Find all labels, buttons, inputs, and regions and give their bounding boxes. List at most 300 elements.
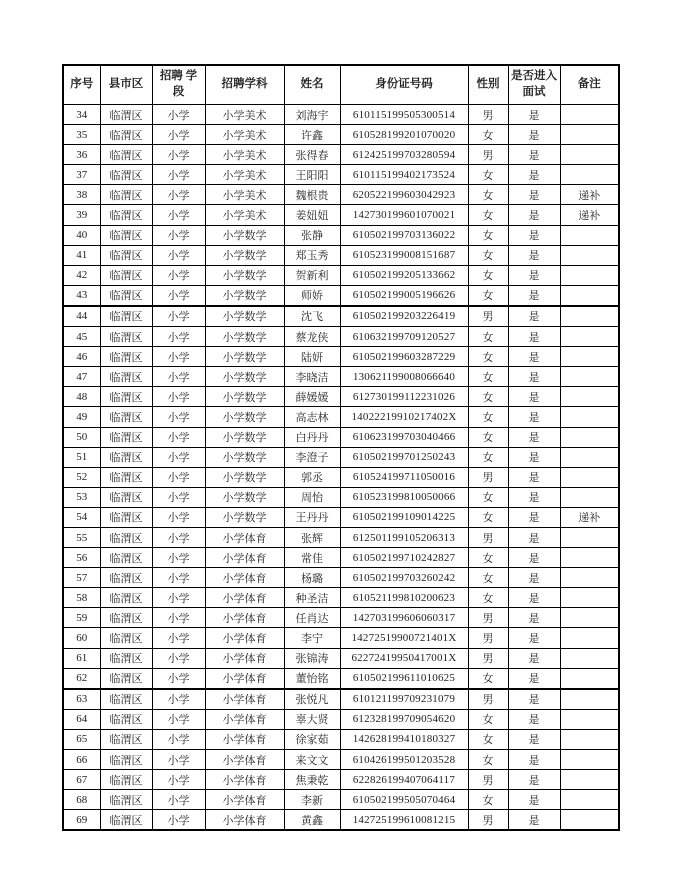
cell-subject: 小学体育 <box>205 689 284 710</box>
cell-gender: 女 <box>468 165 508 185</box>
cell-stage: 小学 <box>152 608 205 628</box>
cell-remark <box>560 668 619 689</box>
cell-subject: 小学数学 <box>205 225 284 245</box>
cell-subject: 小学数学 <box>205 467 284 487</box>
table-row <box>63 790 619 810</box>
table-row <box>63 407 619 427</box>
cell-id_number: 610502199205133662 <box>340 265 468 285</box>
cell-subject: 小学体育 <box>205 770 284 790</box>
cell-index: 59 <box>63 608 100 628</box>
cell-index: 50 <box>63 427 100 447</box>
column-header-remark: 备注 <box>560 65 619 105</box>
cell-remark <box>560 306 619 327</box>
cell-gender: 女 <box>468 668 508 689</box>
cell-district: 临渭区 <box>100 750 152 770</box>
cell-district: 临渭区 <box>100 407 152 427</box>
cell-district: 临渭区 <box>100 306 152 327</box>
table-row <box>63 225 619 245</box>
cell-id_number: 610426199501203528 <box>340 750 468 770</box>
cell-name: 种圣洁 <box>284 588 340 608</box>
cell-id_number: 130621199008066640 <box>340 367 468 387</box>
table-row <box>63 810 619 831</box>
cell-remark <box>560 608 619 628</box>
cell-interview: 是 <box>508 367 560 387</box>
cell-remark <box>560 125 619 145</box>
cell-index: 67 <box>63 770 100 790</box>
cell-interview: 是 <box>508 689 560 710</box>
cell-id_number: 610502199710242827 <box>340 548 468 568</box>
cell-gender: 男 <box>468 689 508 710</box>
table-row <box>63 105 619 125</box>
cell-remark <box>560 648 619 668</box>
cell-name: 薛媛媛 <box>284 387 340 407</box>
cell-remark <box>560 387 619 407</box>
cell-name: 李晓洁 <box>284 367 340 387</box>
cell-index: 68 <box>63 790 100 810</box>
cell-district: 临渭区 <box>100 810 152 831</box>
cell-district: 临渭区 <box>100 668 152 689</box>
cell-index: 48 <box>63 387 100 407</box>
cell-subject: 小学数学 <box>205 407 284 427</box>
cell-name: 刘海宇 <box>284 105 340 125</box>
cell-id_number: 610502199701250243 <box>340 447 468 467</box>
column-header-subject: 招聘学科 <box>205 65 284 105</box>
cell-name: 陆妍 <box>284 347 340 367</box>
cell-id_number: 610632199709120527 <box>340 327 468 347</box>
cell-id_number: 610502199005196626 <box>340 285 468 306</box>
cell-stage: 小学 <box>152 568 205 588</box>
cell-interview: 是 <box>508 487 560 507</box>
cell-subject: 小学数学 <box>205 447 284 467</box>
cell-stage: 小学 <box>152 628 205 648</box>
table-row <box>63 527 619 547</box>
table-row <box>63 709 619 729</box>
cell-name: 王阳阳 <box>284 165 340 185</box>
cell-remark: 递补 <box>560 507 619 527</box>
cell-id_number: 612730199112231026 <box>340 387 468 407</box>
cell-interview: 是 <box>508 145 560 165</box>
cell-interview: 是 <box>508 245 560 265</box>
cell-stage: 小学 <box>152 467 205 487</box>
cell-stage: 小学 <box>152 648 205 668</box>
cell-stage: 小学 <box>152 367 205 387</box>
cell-gender: 女 <box>468 205 508 225</box>
cell-index: 51 <box>63 447 100 467</box>
cell-gender: 女 <box>468 507 508 527</box>
cell-index: 34 <box>63 105 100 125</box>
cell-district: 临渭区 <box>100 347 152 367</box>
cell-index: 49 <box>63 407 100 427</box>
column-header-id_number: 身份证号码 <box>340 65 468 105</box>
cell-id_number: 612425199703280594 <box>340 145 468 165</box>
cell-interview: 是 <box>508 507 560 527</box>
cell-district: 临渭区 <box>100 447 152 467</box>
cell-index: 58 <box>63 588 100 608</box>
cell-id_number: 14272519900721401X <box>340 628 468 648</box>
table-row <box>63 507 619 527</box>
cell-index: 37 <box>63 165 100 185</box>
cell-district: 临渭区 <box>100 125 152 145</box>
cell-remark <box>560 165 619 185</box>
cell-district: 临渭区 <box>100 225 152 245</box>
cell-gender: 女 <box>468 347 508 367</box>
cell-interview: 是 <box>508 447 560 467</box>
recruitment-table <box>62 64 620 831</box>
cell-id_number: 610521199810200623 <box>340 588 468 608</box>
cell-id_number: 142703199606060317 <box>340 608 468 628</box>
cell-subject: 小学体育 <box>205 810 284 831</box>
cell-subject: 小学数学 <box>205 327 284 347</box>
cell-name: 许鑫 <box>284 125 340 145</box>
cell-subject: 小学体育 <box>205 790 284 810</box>
table-row <box>63 367 619 387</box>
cell-stage: 小学 <box>152 588 205 608</box>
table-row <box>63 608 619 628</box>
column-header-name: 姓名 <box>284 65 340 105</box>
table-row <box>63 770 619 790</box>
cell-district: 临渭区 <box>100 427 152 447</box>
cell-remark <box>560 770 619 790</box>
cell-name: 沈飞 <box>284 306 340 327</box>
table-row <box>63 548 619 568</box>
cell-stage: 小学 <box>152 548 205 568</box>
cell-name: 焦秉乾 <box>284 770 340 790</box>
cell-remark <box>560 588 619 608</box>
cell-district: 临渭区 <box>100 770 152 790</box>
cell-id_number: 142730199601070021 <box>340 205 468 225</box>
cell-remark <box>560 427 619 447</box>
cell-gender: 男 <box>468 105 508 125</box>
cell-id_number: 610523199008151687 <box>340 245 468 265</box>
cell-id_number: 610523199810050066 <box>340 487 468 507</box>
cell-index: 45 <box>63 327 100 347</box>
cell-name: 常佳 <box>284 548 340 568</box>
cell-district: 临渭区 <box>100 467 152 487</box>
cell-remark <box>560 467 619 487</box>
cell-id_number: 612501199105206313 <box>340 527 468 547</box>
cell-interview: 是 <box>508 327 560 347</box>
cell-remark <box>560 145 619 165</box>
cell-id_number: 622826199407064117 <box>340 770 468 790</box>
cell-gender: 女 <box>468 285 508 306</box>
cell-stage: 小学 <box>152 145 205 165</box>
cell-subject: 小学数学 <box>205 285 284 306</box>
cell-interview: 是 <box>508 225 560 245</box>
cell-id_number: 610115199402173524 <box>340 165 468 185</box>
cell-name: 师娇 <box>284 285 340 306</box>
cell-district: 临渭区 <box>100 608 152 628</box>
cell-name: 郭丞 <box>284 467 340 487</box>
cell-index: 46 <box>63 347 100 367</box>
cell-district: 临渭区 <box>100 165 152 185</box>
cell-stage: 小学 <box>152 427 205 447</box>
cell-name: 李澄子 <box>284 447 340 467</box>
cell-gender: 女 <box>468 245 508 265</box>
cell-id_number: 612328199709054620 <box>340 709 468 729</box>
table-row <box>63 245 619 265</box>
cell-district: 临渭区 <box>100 285 152 306</box>
cell-index: 47 <box>63 367 100 387</box>
cell-interview: 是 <box>508 790 560 810</box>
cell-gender: 男 <box>468 770 508 790</box>
cell-name: 王丹丹 <box>284 507 340 527</box>
cell-subject: 小学体育 <box>205 668 284 689</box>
cell-index: 65 <box>63 729 100 749</box>
cell-gender: 女 <box>468 367 508 387</box>
cell-subject: 小学体育 <box>205 548 284 568</box>
cell-index: 69 <box>63 810 100 831</box>
cell-district: 临渭区 <box>100 548 152 568</box>
table-row <box>63 205 619 225</box>
cell-gender: 男 <box>468 306 508 327</box>
cell-stage: 小学 <box>152 750 205 770</box>
cell-subject: 小学数学 <box>205 367 284 387</box>
cell-remark <box>560 347 619 367</box>
cell-interview: 是 <box>508 648 560 668</box>
cell-remark <box>560 225 619 245</box>
table-row <box>63 265 619 285</box>
cell-remark <box>560 527 619 547</box>
cell-district: 临渭区 <box>100 145 152 165</box>
cell-index: 55 <box>63 527 100 547</box>
cell-name: 黄鑫 <box>284 810 340 831</box>
table-row <box>63 568 619 588</box>
cell-name: 贺新利 <box>284 265 340 285</box>
cell-name: 来文文 <box>284 750 340 770</box>
table-row <box>63 145 619 165</box>
table-row <box>63 327 619 347</box>
column-header-district: 县市区 <box>100 65 152 105</box>
cell-remark <box>560 487 619 507</box>
cell-interview: 是 <box>508 125 560 145</box>
cell-district: 临渭区 <box>100 588 152 608</box>
table-row <box>63 447 619 467</box>
cell-gender: 女 <box>468 427 508 447</box>
cell-index: 64 <box>63 709 100 729</box>
cell-name: 姜妞妞 <box>284 205 340 225</box>
cell-subject: 小学体育 <box>205 527 284 547</box>
cell-gender: 男 <box>468 145 508 165</box>
cell-interview: 是 <box>508 568 560 588</box>
table-row <box>63 285 619 306</box>
cell-id_number: 610502199703260242 <box>340 568 468 588</box>
cell-district: 临渭区 <box>100 245 152 265</box>
cell-interview: 是 <box>508 770 560 790</box>
cell-remark <box>560 750 619 770</box>
header-row <box>63 65 619 105</box>
cell-gender: 女 <box>468 548 508 568</box>
cell-name: 张辉 <box>284 527 340 547</box>
cell-district: 临渭区 <box>100 205 152 225</box>
table-row <box>63 185 619 205</box>
cell-subject: 小学美术 <box>205 185 284 205</box>
cell-gender: 女 <box>468 790 508 810</box>
table-row <box>63 689 619 710</box>
table-row <box>63 750 619 770</box>
cell-stage: 小学 <box>152 729 205 749</box>
cell-index: 44 <box>63 306 100 327</box>
cell-subject: 小学体育 <box>205 608 284 628</box>
cell-stage: 小学 <box>152 125 205 145</box>
cell-remark <box>560 265 619 285</box>
cell-district: 临渭区 <box>100 790 152 810</box>
cell-id_number: 14022219910217402X <box>340 407 468 427</box>
cell-gender: 女 <box>468 125 508 145</box>
table-row <box>63 729 619 749</box>
cell-index: 40 <box>63 225 100 245</box>
cell-id_number: 142725199610081215 <box>340 810 468 831</box>
cell-gender: 男 <box>468 628 508 648</box>
table-body <box>63 105 619 831</box>
cell-stage: 小学 <box>152 265 205 285</box>
cell-stage: 小学 <box>152 306 205 327</box>
cell-stage: 小学 <box>152 165 205 185</box>
cell-gender: 女 <box>468 327 508 347</box>
cell-name: 徐家茹 <box>284 729 340 749</box>
cell-index: 41 <box>63 245 100 265</box>
cell-gender: 女 <box>468 265 508 285</box>
table-row <box>63 165 619 185</box>
cell-remark <box>560 709 619 729</box>
table-row <box>63 427 619 447</box>
cell-stage: 小学 <box>152 709 205 729</box>
cell-interview: 是 <box>508 205 560 225</box>
cell-stage: 小学 <box>152 105 205 125</box>
cell-subject: 小学数学 <box>205 507 284 527</box>
cell-stage: 小学 <box>152 487 205 507</box>
table-row <box>63 125 619 145</box>
cell-stage: 小学 <box>152 185 205 205</box>
cell-stage: 小学 <box>152 387 205 407</box>
cell-gender: 女 <box>468 185 508 205</box>
cell-id_number: 142628199410180327 <box>340 729 468 749</box>
cell-index: 39 <box>63 205 100 225</box>
cell-name: 蔡龙侠 <box>284 327 340 347</box>
cell-index: 42 <box>63 265 100 285</box>
cell-name: 周怡 <box>284 487 340 507</box>
cell-interview: 是 <box>508 810 560 831</box>
cell-name: 张锦涛 <box>284 648 340 668</box>
cell-gender: 男 <box>468 467 508 487</box>
cell-index: 38 <box>63 185 100 205</box>
cell-index: 35 <box>63 125 100 145</box>
cell-index: 62 <box>63 668 100 689</box>
cell-remark <box>560 548 619 568</box>
cell-gender: 男 <box>468 608 508 628</box>
cell-interview: 是 <box>508 709 560 729</box>
cell-index: 60 <box>63 628 100 648</box>
cell-interview: 是 <box>508 668 560 689</box>
cell-remark <box>560 367 619 387</box>
cell-district: 临渭区 <box>100 568 152 588</box>
cell-name: 董怡铭 <box>284 668 340 689</box>
cell-stage: 小学 <box>152 205 205 225</box>
cell-interview: 是 <box>508 306 560 327</box>
cell-subject: 小学体育 <box>205 628 284 648</box>
cell-index: 66 <box>63 750 100 770</box>
table-row <box>63 668 619 689</box>
cell-subject: 小学体育 <box>205 729 284 749</box>
cell-gender: 女 <box>468 568 508 588</box>
cell-subject: 小学美术 <box>205 165 284 185</box>
cell-remark <box>560 689 619 710</box>
cell-district: 临渭区 <box>100 628 152 648</box>
cell-district: 临渭区 <box>100 729 152 749</box>
cell-remark <box>560 810 619 831</box>
cell-stage: 小学 <box>152 507 205 527</box>
cell-interview: 是 <box>508 265 560 285</box>
cell-interview: 是 <box>508 185 560 205</box>
cell-district: 临渭区 <box>100 507 152 527</box>
cell-district: 临渭区 <box>100 367 152 387</box>
column-header-index: 序号 <box>63 65 100 105</box>
cell-stage: 小学 <box>152 770 205 790</box>
cell-remark <box>560 447 619 467</box>
cell-index: 57 <box>63 568 100 588</box>
cell-gender: 女 <box>468 225 508 245</box>
cell-name: 张得春 <box>284 145 340 165</box>
cell-interview: 是 <box>508 105 560 125</box>
cell-name: 魏根贵 <box>284 185 340 205</box>
cell-id_number: 610502199203226419 <box>340 306 468 327</box>
cell-index: 36 <box>63 145 100 165</box>
table-row <box>63 387 619 407</box>
cell-index: 53 <box>63 487 100 507</box>
cell-interview: 是 <box>508 427 560 447</box>
cell-district: 临渭区 <box>100 265 152 285</box>
table-row <box>63 648 619 668</box>
cell-stage: 小学 <box>152 689 205 710</box>
cell-name: 白丹丹 <box>284 427 340 447</box>
cell-remark <box>560 327 619 347</box>
cell-name: 杨璐 <box>284 568 340 588</box>
cell-stage: 小学 <box>152 668 205 689</box>
cell-stage: 小学 <box>152 225 205 245</box>
cell-index: 43 <box>63 285 100 306</box>
cell-id_number: 620522199603042923 <box>340 185 468 205</box>
cell-interview: 是 <box>508 588 560 608</box>
cell-name: 郑玉秀 <box>284 245 340 265</box>
cell-id_number: 610623199703040466 <box>340 427 468 447</box>
cell-subject: 小学体育 <box>205 750 284 770</box>
cell-id_number: 610524199711050016 <box>340 467 468 487</box>
cell-name: 张静 <box>284 225 340 245</box>
cell-name: 李新 <box>284 790 340 810</box>
column-header-stage: 招聘 学段 <box>152 65 205 105</box>
cell-gender: 女 <box>468 588 508 608</box>
cell-interview: 是 <box>508 527 560 547</box>
cell-subject: 小学数学 <box>205 487 284 507</box>
table-row <box>63 306 619 327</box>
cell-interview: 是 <box>508 750 560 770</box>
cell-index: 52 <box>63 467 100 487</box>
cell-subject: 小学美术 <box>205 205 284 225</box>
cell-stage: 小学 <box>152 447 205 467</box>
cell-remark <box>560 407 619 427</box>
cell-remark <box>560 105 619 125</box>
cell-subject: 小学数学 <box>205 347 284 367</box>
cell-subject: 小学数学 <box>205 245 284 265</box>
cell-gender: 男 <box>468 648 508 668</box>
cell-remark <box>560 628 619 648</box>
cell-id_number: 62272419950417001X <box>340 648 468 668</box>
cell-gender: 女 <box>468 750 508 770</box>
cell-subject: 小学体育 <box>205 588 284 608</box>
cell-subject: 小学数学 <box>205 265 284 285</box>
cell-subject: 小学体育 <box>205 568 284 588</box>
cell-index: 63 <box>63 689 100 710</box>
cell-name: 任肖达 <box>284 608 340 628</box>
